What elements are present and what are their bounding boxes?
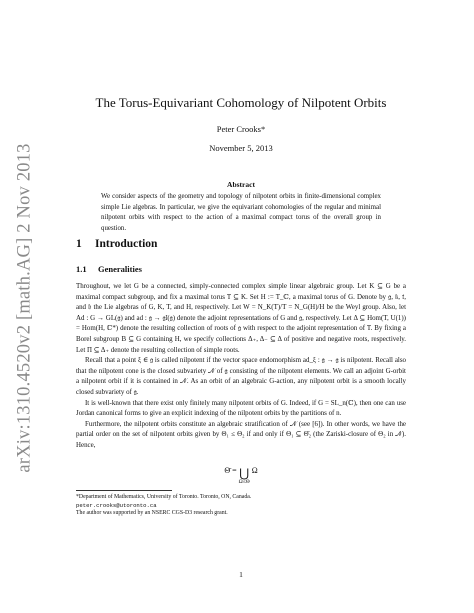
body-paragraph: Recall that a point ξ ∈ 𝔤 is called nilpotent if the vector space endomorphism ad_ξ : 𝔤 → 𝔤 is nilpotent. Recall also that the nilpotent cone is the closed subvariety 𝒩 of 𝔤 consisting of the nilpotent elements. We call an adjoint G-orbit a nilpotent orbit if it is contained in 𝒩. As an orbit of an algebraic G-action, any nilpotent orbit is a smooth locally closed subvariety of 𝔤. — [76, 356, 406, 396]
paper-title: The Torus-Equivariant Cohomology of Nilpotent Orbits — [95, 95, 387, 110]
body-paragraph: It is well-known that there exist only finitely many nilpotent orbits of G. Indeed, if G = SL_n(ℂ), then one can use Jordan canonical forms to give an explicit indexing of the nilpotent orbits by the partitions of n. — [76, 398, 406, 418]
subsection-number: 1.1 — [76, 264, 87, 274]
abstract-text: We consider aspects of the geometry and topology of nilpotent orbits in finite-dimensional complex simple Lie algebras. In particular, we give the equivariant cohomologies of the regular and minimal nilpotent orbits with respect to the action of a maximal compact torus of the overall group in question. — [101, 193, 381, 232]
section-body — [76, 281, 406, 451]
body-paragraph: Throughout, we let G be a connected, simply-connected complex simple linear algebraic group. Let K ⊆ G be a maximal compact subgroup, and fix a maximal torus T ⊆ K. Set H := T_ℂ, a maximal torus of G. Denote by 𝔤, 𝔨, 𝔱, and 𝔥 the Lie algebras of G, K, T, and H, respectively. Let W = N_K(T)/T = N_G(H)/H be the Weyl group. Also, let Ad : G → GL(𝔤) and ad : 𝔤 → 𝔤𝔩(𝔤) denote the adjoint representations of G and 𝔤, respectively. Let Δ ⊆ Hom(T, U(1)) = Hom(H, ℂ*) denote the resulting collection of roots of 𝔤 with respect to the adjoint representation of T. By fixing a Borel subgroup B ⊆ G containing H, we specify collections Δ₊, Δ₋ ⊆ Δ of positive and negative roots, respectively. Let Π ⊆ Δ₊ denote the resulting collection of simple roots. — [76, 282, 406, 354]
union-subscript: Ω≤Θ — [238, 479, 250, 485]
section-title: Introduction — [95, 238, 158, 250]
equation-lhs: Θ̄ = — [224, 466, 237, 475]
footnote-divider — [76, 490, 172, 491]
equation-rhs: Ω — [251, 466, 258, 475]
footnote-email: peter.crooks@utoronto.ca — [76, 501, 157, 509]
subsection-title: Generalities — [98, 264, 142, 274]
union-operator: ⋃ — [239, 466, 250, 480]
footnote-funding: The author was supported by an NSERC CGS-D3 research grant. — [76, 509, 228, 516]
display-equation — [76, 467, 406, 486]
page-number: 1 — [239, 570, 243, 579]
author-name: Peter Crooks* — [216, 124, 266, 134]
subsection-heading — [76, 264, 142, 274]
section-heading — [76, 238, 157, 250]
publication-date: November 5, 2013 — [209, 143, 273, 153]
abstract-heading: Abstract — [227, 180, 255, 189]
body-paragraph: Furthermore, the nilpotent orbits constitute an algebraic stratification of 𝒩 (see [6]). In other words, we have the partial order on the set of nilpotent orbits given by Θ₁ ≤ Θ₂ if and only if Θ₁ ⊆ Θ̄₂ (the Zariski-closure of Θ₂ in 𝒩). Hence, — [76, 419, 406, 449]
footnotes — [76, 494, 406, 517]
arxiv-identifier-text: arXiv:1310.4520v2 [math.AG] 2 Nov 2013 — [14, 143, 35, 473]
section-number: 1 — [76, 238, 82, 250]
arxiv-identifier-stamp — [14, 118, 36, 498]
footnote-affiliation: *Department of Mathematics, University of Toronto. Toronto, ON, Canada. — [76, 494, 252, 500]
